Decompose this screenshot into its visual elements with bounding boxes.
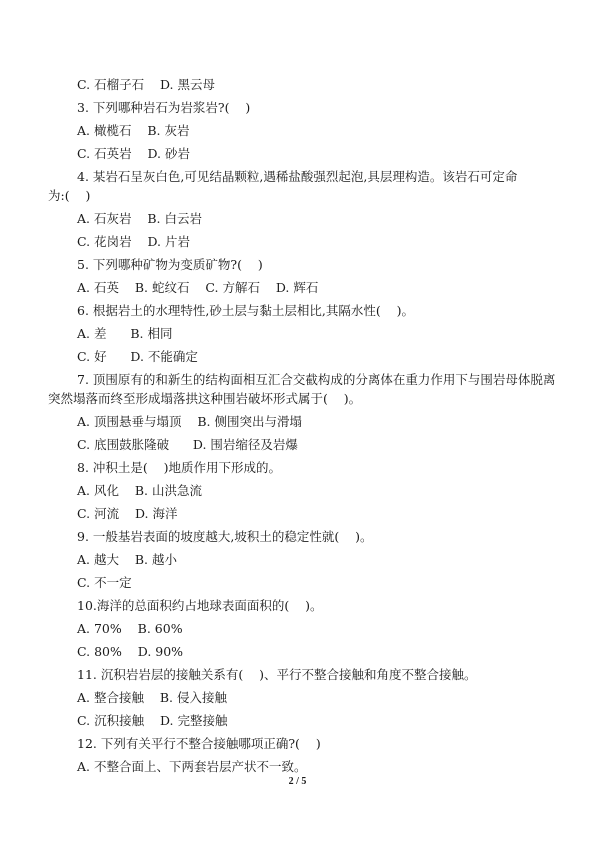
option-line: C. 河流 D. 海洋 — [77, 506, 178, 521]
question-continuation: 突然塌落而终至形成塌落拱这种围岩破坏形式属于( )。 — [48, 391, 362, 406]
question-line: 9. 一般基岩表面的坡度越大,坡积土的稳定性就( )。 — [77, 529, 373, 544]
option-line: C. 石榴子石 D. 黑云母 — [77, 77, 215, 92]
option-line: A. 石灰岩 B. 白云岩 — [77, 211, 203, 226]
option-line: A. 不整合面上、下两套岩层产状不一致。 — [77, 759, 307, 774]
question-line: 6. 根据岩土的水理特性,砂土层与黏土层相比,其隔水性( )。 — [77, 303, 414, 318]
option-line: C. 不一定 — [77, 575, 132, 590]
question-line: 4. 某岩石呈灰白色,可见结晶颗粒,遇稀盐酸强烈起泡,具层理构造。该岩石可定命 — [77, 169, 518, 184]
option-line: A. 风化 B. 山洪急流 — [77, 483, 203, 498]
question-line: 11. 沉积岩岩层的接触关系有( )、平行不整合接触和角度不整合接触。 — [77, 667, 477, 682]
option-line: A. 70% B. 60% — [77, 621, 183, 636]
question-continuation: 为:( ) — [48, 188, 91, 203]
page-number: 2 / 5 — [288, 776, 307, 787]
option-line: A. 橄榄石 B. 灰岩 — [77, 123, 190, 138]
option-line: C. 好 D. 不能确定 — [77, 349, 198, 364]
question-line: 5. 下列哪种矿物为变质矿物?( ) — [77, 257, 263, 272]
option-line: A. 越大 B. 越小 — [77, 552, 178, 567]
option-line: A. 整合接触 B. 侵入接触 — [77, 690, 228, 705]
question-line: 3. 下列哪种岩石为岩浆岩?( ) — [77, 100, 251, 115]
option-line: A. 差 B. 相同 — [77, 326, 173, 341]
option-line: A. 石英 B. 蛇纹石 C. 方解石 D. 辉石 — [77, 280, 319, 295]
option-line: C. 80% D. 90% — [77, 644, 184, 659]
question-line: 8. 冲积土是( )地质作用下形成的。 — [77, 460, 282, 475]
option-line: C. 沉积接触 D. 完整接触 — [77, 713, 228, 728]
option-line: C. 花岗岩 D. 片岩 — [77, 234, 190, 249]
question-line: 12. 下列有关平行不整合接触哪项正确?( ) — [77, 736, 321, 751]
question-line: 7. 顶围原有的和新生的结构面相互汇合交截构成的分离体在重力作用下与围岩母体脱离 — [77, 372, 556, 387]
option-line: A. 顶围悬垂与塌顶 B. 侧围突出与滑塌 — [77, 414, 303, 429]
option-line: C. 石英岩 D. 砂岩 — [77, 146, 190, 161]
question-line: 10.海洋的总面积约占地球表面面积的( )。 — [77, 598, 323, 613]
option-line: C. 底围鼓胀隆破 D. 围岩缩径及岩爆 — [77, 437, 298, 452]
